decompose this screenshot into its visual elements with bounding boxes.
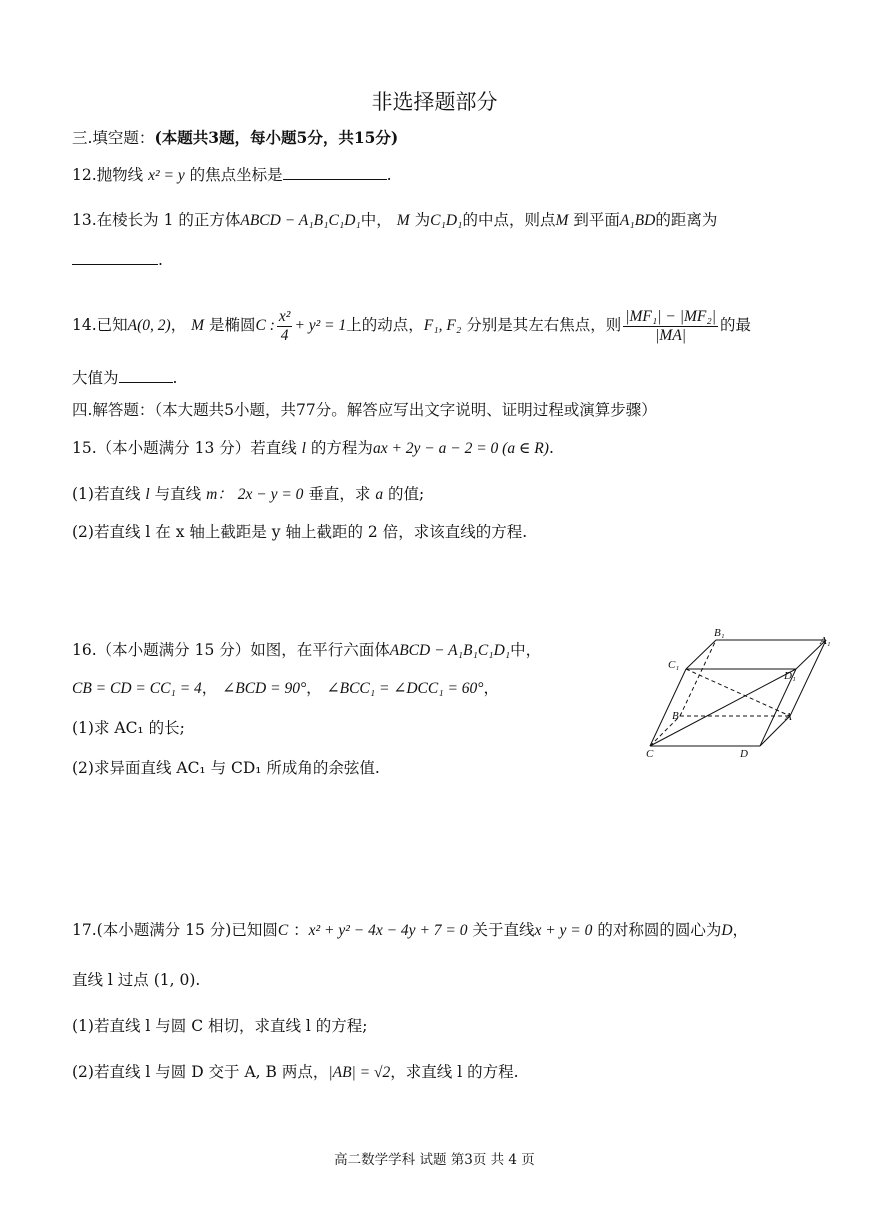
q16-sep-1: ，: [201, 679, 218, 697]
q13-edge: C₁D₁: [430, 212, 463, 229]
q16-solid: ABCD − A₁B₁C₁D₁: [389, 642, 511, 659]
q13-text-3: 的中点，则点: [462, 211, 556, 229]
question-17-part2: [72, 1062, 519, 1083]
question-16: [72, 640, 541, 661]
q12-formula: x² = y: [148, 167, 185, 184]
edge-c1b1: [686, 640, 716, 669]
q13-text-5: 的距离为: [655, 211, 718, 229]
label-b: B: [672, 710, 679, 722]
q13-label: 13.在棱长为 1 的正方体: [72, 211, 241, 229]
q15-p1-text-d: 的值;: [388, 485, 425, 503]
q13-plane: A₁BD: [619, 212, 656, 229]
page-footer: 高二数学学科 试题 第3页 共 4 页: [334, 1152, 535, 1168]
q16-label: 16.（本小题满分 15 分）如图，在平行六面体: [72, 641, 390, 659]
question-16-part2: (2)求异面直线 AC₁ 与 CD₁ 所成角的余弦值.: [72, 759, 380, 777]
edge-cc1: [650, 669, 686, 746]
q13-text-2: 为: [414, 211, 431, 229]
q12-label: 12.抛物线: [72, 166, 144, 184]
q14-text-6: 的最: [720, 316, 752, 334]
q16-text-1: 中，: [510, 641, 542, 659]
q17-center-d: D: [721, 922, 733, 939]
q14-ellipse-name: C :: [255, 317, 275, 334]
q13-cube: ABCD − A₁B₁C₁D₁: [240, 212, 361, 229]
q14-ratio-den: |MA|: [655, 326, 687, 344]
q15-p1-equation: 2x − y = 0: [237, 486, 304, 503]
q14-ellipse-rest: + y² = 1: [294, 317, 347, 334]
label-b1: B₁: [714, 627, 725, 639]
q15-text-1: 的方程为: [310, 439, 373, 457]
q15-equation: ax + 2y − a − 2 = 0 (a ∈ R): [372, 440, 549, 457]
q13-point-m: M: [396, 212, 410, 229]
q14-label: 14.已知: [72, 316, 128, 334]
q15-p1-line-m: m：: [206, 486, 233, 503]
section3-prefix: 三.填空题：: [72, 129, 155, 147]
q17-line: x + y = 0: [534, 922, 593, 939]
q17-label: 17.(本小题满分 15 分)已知圆: [72, 921, 278, 939]
q14-frac-den: 4: [280, 326, 289, 344]
label-a1: A₁: [820, 635, 831, 647]
q15-end: .: [548, 439, 554, 457]
question-15-part1: [72, 484, 424, 505]
label-d: D: [740, 748, 748, 760]
label-c: C: [646, 748, 654, 760]
q17-text-2: 关于直线: [472, 921, 535, 939]
q13-answer-blank[interactable]: [72, 250, 158, 265]
label-c1: C₁: [668, 659, 680, 671]
q15-line-l: l: [301, 440, 306, 457]
q14-answer-blank[interactable]: [119, 368, 173, 383]
question-12: [72, 165, 392, 186]
question-14: [72, 305, 751, 345]
q15-p1-line-l: l: [145, 486, 150, 503]
question-13: [72, 210, 717, 231]
q12-answer-blank[interactable]: [283, 165, 387, 180]
section4-heading: 四.解答题：（本大题共5小题，共77分。解答应写出文字说明、证明过程或演算步骤）: [72, 401, 657, 419]
q16-cond-2: ∠BCD = 90°: [222, 680, 307, 697]
q16-cond-3: ∠BCC₁ = ∠DCC₁ = 60°: [326, 680, 484, 697]
q17-text-1: ：: [293, 921, 309, 939]
section3-detail: (本题共3题，每小题5分，共15分): [154, 128, 399, 147]
q17-p2-text-a: (2)若直线 l 与圆 D 交于 A, B 两点，: [72, 1063, 329, 1081]
diagonal-c1a: [686, 669, 790, 716]
q14-text-5: 分别是其左右焦点，则: [466, 316, 622, 334]
q13-text-1: 中，: [360, 211, 392, 229]
page-title: 非选择题部分: [371, 90, 498, 114]
diagonal-cd1: [650, 669, 796, 746]
question-13-line2: [72, 250, 163, 270]
edge-bb1: [680, 640, 716, 716]
q14-point-m: M: [191, 317, 205, 334]
q15-p1-text-c: 垂直，求: [308, 485, 371, 503]
question-15-part2: (2)若直线 l 在 x 轴上截距是 y 轴上截距的 2 倍，求该直线的方程.: [72, 523, 528, 541]
section3-heading: [72, 128, 398, 148]
q16-cond-1: CB = CD = CC₁ = 4: [72, 680, 202, 697]
q16-sep-3: ，: [483, 679, 500, 697]
label-a: A: [785, 711, 792, 723]
q14-fraction: [277, 308, 293, 345]
question-17-line2: 直线 l 过点 (1, 0).: [72, 971, 201, 989]
parallelepiped-figure: [640, 622, 850, 762]
question-17: [72, 920, 748, 941]
q14-point-a: A(0, 2): [127, 317, 171, 334]
q17-text-3: 的对称圆的圆心为: [597, 921, 722, 939]
q14-frac-num: x²: [278, 307, 291, 325]
question-15: [72, 438, 554, 459]
q14-text-4: 上的动点，: [346, 316, 424, 334]
q17-text-4: ，: [732, 921, 749, 939]
q14-text-1: ，: [170, 316, 187, 334]
q15-label: 15.（本小题满分 13 分）若直线: [72, 439, 297, 457]
question-16-conditions: [72, 678, 499, 699]
q17-circle-c: C: [277, 922, 289, 939]
q12-text: 的焦点坐标是: [189, 166, 283, 184]
question-17-part1: (1)若直线 l 与圆 C 相切，求直线 l 的方程;: [72, 1017, 368, 1035]
q15-p1-text-b: 与直线: [154, 485, 202, 503]
q14-line2-text: 大值为: [72, 369, 119, 387]
q16-sep-2: ，: [306, 679, 322, 697]
q15-p1-text-a: (1)若直线: [72, 485, 141, 503]
q13-end: .: [158, 251, 163, 269]
q14-end: .: [172, 369, 178, 387]
q13-point-m-2: M: [555, 212, 569, 229]
q14-text-2: 是椭圆: [209, 316, 256, 334]
q17-p2-ab: |AB| = √2: [328, 1064, 391, 1081]
question-16-part1: (1)求 AC₁ 的长;: [72, 719, 185, 737]
label-d1: D₁: [784, 670, 796, 682]
q14-foci: F₁, F₂: [423, 317, 462, 334]
question-14-line2: [72, 368, 177, 388]
q15-p1-var-a: a: [375, 486, 384, 503]
q17-equation: x² + y² − 4x − 4y + 7 = 0: [308, 922, 468, 939]
q12-end: .: [386, 166, 392, 184]
q13-text-4: 到平面: [573, 211, 620, 229]
q14-ratio-num: |MF₁| − |MF₂|: [625, 307, 716, 325]
q17-p2-text-b: ，求直线 l 的方程.: [390, 1063, 519, 1081]
q14-ratio: [623, 308, 718, 345]
